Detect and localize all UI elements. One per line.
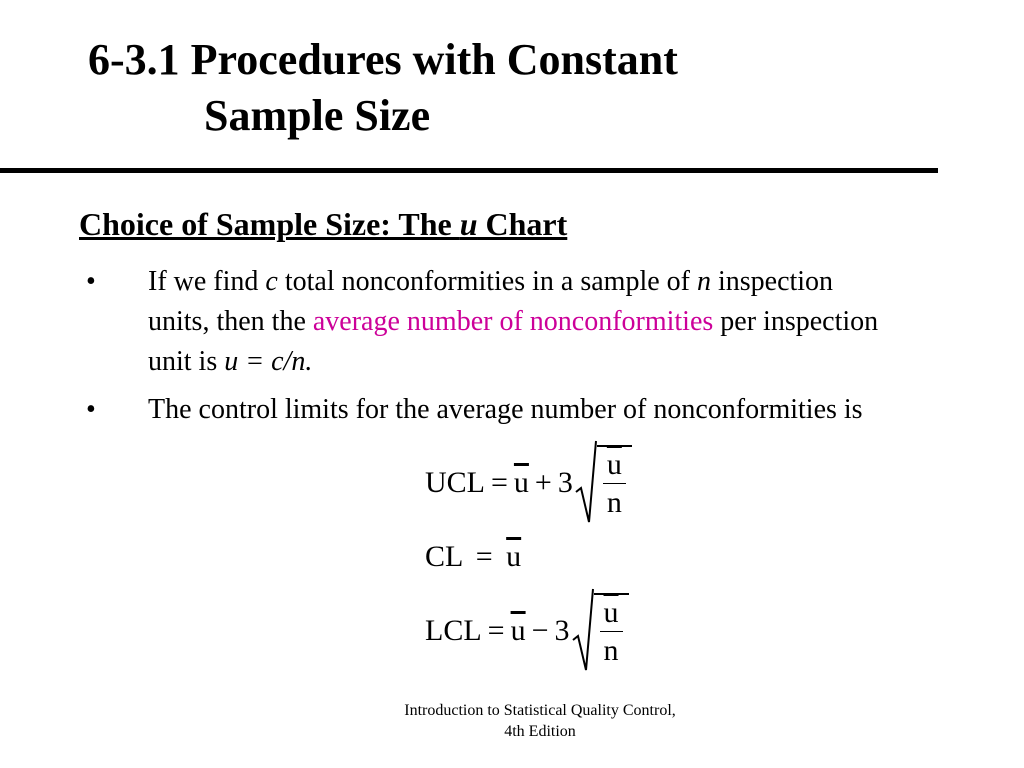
ucl-formula [425,440,632,526]
bullet-2-text: The control limits for the average number of nonconformities is [148,394,863,425]
section-heading [79,206,567,243]
bullet-1-text-d: per inspection unit is [148,306,879,377]
footer-line-2: 4th Edition [504,723,576,740]
fraction-numerator: $\overline{u}$ [600,595,623,632]
footer [340,700,740,742]
bullet-1-highlight: average number of nonconformities [312,306,714,337]
title-divider [0,168,938,173]
minus-sign: − [531,614,549,647]
bullet-item-1 [79,262,879,382]
lcl-label: LCL [425,614,482,647]
u-bar: $\overline{u}$ [506,540,522,573]
bullet-marker: • [86,394,96,425]
three-coefficient: 3 [557,466,573,499]
u-bar: $\overline{u}$ [510,614,526,647]
bullet-1-var-n: n [696,266,711,297]
radical-sign-icon [572,588,594,674]
equals-sign: = [487,614,505,647]
equals-sign: = [491,466,508,499]
three-coefficient: 3 [554,614,570,647]
heading-text-2: Chart [477,206,568,242]
bullet-1-text-a: If we find [148,266,266,297]
bullet-1-text-b: total nonconformities in a sample of [277,266,697,297]
bullet-list [79,262,879,438]
square-root [575,440,632,526]
fraction [597,445,632,522]
plus-sign: + [534,466,552,499]
cl-formula [425,540,521,574]
title-line-1: 6-3.1 Procedures with Constant [88,35,678,84]
fraction-numerator: $\overline{u}$ [603,447,626,484]
heading-text-1: Choice of Sample Size: The [79,206,460,242]
fraction-denominator: n [606,485,622,519]
bullet-marker: • [86,266,96,297]
fraction [594,593,629,670]
bullet-item-2 [79,390,879,430]
bullet-1-text-c: inspection units, then the [148,266,834,337]
radical-sign-icon [575,440,597,526]
u-bar: $\overline{u}$ [513,466,529,499]
ucl-label: UCL [425,466,485,499]
fraction-denominator: n [603,633,619,667]
heading-variable: u [459,206,478,242]
lcl-formula [425,588,629,674]
slide-title [88,32,678,144]
bullet-1-formula: u = c/n. [224,346,313,377]
cl-label: CL [425,540,463,573]
title-line-2: Sample Size [204,91,431,140]
footer-line-1: Introduction to Statistical Quality Control, [404,702,676,719]
equals-sign: = [475,540,493,573]
bullet-1-var-c: c [265,266,278,297]
square-root [572,588,629,674]
